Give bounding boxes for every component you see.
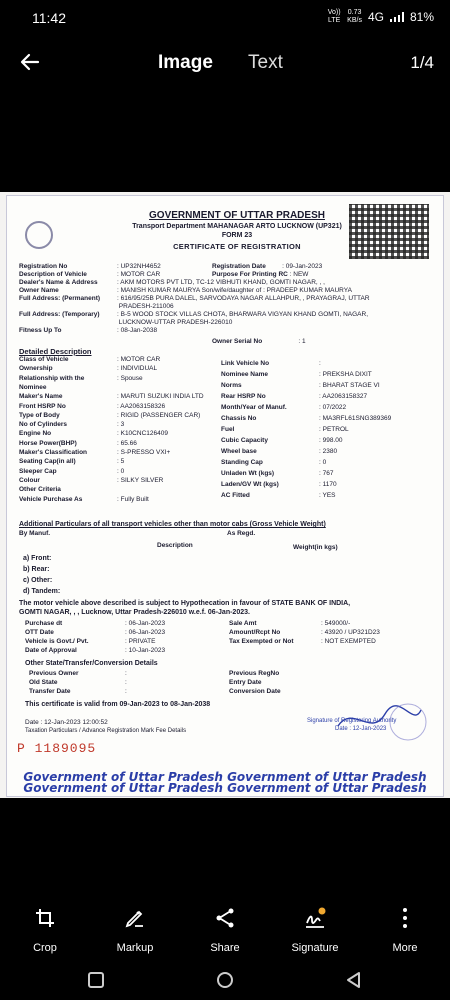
markup-label: Markup — [116, 942, 154, 954]
vehicle-detail-right-value: : AA2063158327 — [319, 393, 368, 400]
vehicle-detail-row — [19, 440, 137, 448]
network-type: 4G — [367, 10, 384, 24]
vehicle-detail-label: Colour — [19, 476, 40, 484]
vehicle-detail-right-label: Nominee Name — [221, 371, 268, 378]
vehicle-detail-right-label: Cubic Capacity — [221, 437, 268, 444]
vehicle-detail-right-row — [221, 360, 321, 368]
transfer-row — [29, 679, 127, 687]
reg-date-row — [212, 263, 322, 271]
vehicle-detail-row — [19, 412, 200, 420]
transfer-right-row — [229, 670, 321, 678]
vehicle-detail-row — [19, 496, 149, 504]
purpose-value: : NEW — [289, 271, 309, 278]
purchase-value: : 06-Jan-2023 — [125, 629, 166, 636]
vehicle-detail-right-value: : 767 — [319, 470, 334, 477]
vehicle-detail-right-label: AC Fitted — [221, 492, 250, 499]
share-button[interactable] — [185, 898, 265, 954]
purpose-label: Purpose For Printing RC — [212, 271, 288, 278]
status-icons — [327, 9, 434, 25]
vehicle-detail-right-row — [221, 459, 326, 467]
reg-detail-row — [19, 279, 325, 287]
markup-button[interactable] — [95, 898, 175, 954]
purchase-right-row — [229, 620, 350, 628]
purchase-row — [25, 629, 165, 637]
share-icon — [213, 906, 237, 930]
reg-detail-label: Full Address: (Permanent) — [19, 295, 101, 302]
vehicle-detail-right-label: Norms — [221, 382, 242, 389]
vehicle-detail-right-label: Wheel base — [221, 448, 257, 455]
description-col: Description — [157, 542, 193, 549]
vehicle-detail-value: : K10CNC126409 — [117, 430, 168, 438]
purchase-row — [25, 638, 155, 646]
vehicle-detail-label: Vehicle Purchase As — [19, 495, 83, 503]
vehicle-detail-label: No of Cylinders — [19, 421, 68, 429]
vehicle-detail-label: Horse Power(BHP) — [19, 439, 77, 447]
owner-serial-label: Owner Serial No — [212, 338, 263, 345]
signature-label: Signature of Registering Authority — [307, 718, 397, 724]
vehicle-detail-row — [19, 477, 163, 485]
crop-label: Crop — [33, 942, 57, 954]
signature-date: Date : 12-Jan-2023 — [335, 726, 387, 732]
vehicle-detail-right-row — [221, 437, 343, 445]
purchase-right-label: Amount/Rcpt No — [229, 629, 281, 636]
vehicle-detail-value: : 3 — [117, 421, 125, 429]
purchase-right-row — [229, 629, 380, 637]
volte-indicator: Vo)) LTE — [327, 9, 341, 24]
reg-detail-label: Owner Name — [19, 287, 59, 294]
vehicle-detail-row — [19, 468, 124, 476]
reg-detail-row — [19, 311, 368, 319]
back-arrow-icon[interactable] — [18, 50, 42, 74]
purchase-right-label: Tax Exempted or Not — [229, 638, 294, 645]
purchase-label: Date of Approval — [25, 647, 77, 654]
registration-certificate — [6, 195, 444, 797]
vehicle-detail-row — [19, 375, 143, 383]
purpose-row — [212, 271, 308, 279]
vehicle-detail-right-value: : PREKSHA DIXIT — [319, 371, 372, 378]
battery-level: 81% — [409, 10, 434, 24]
purchase-value: : 06-Jan-2023 — [125, 620, 166, 627]
purchase-value: : PRIVATE — [125, 638, 156, 645]
home-icon[interactable] — [215, 970, 235, 990]
vehicle-detail-right-value: : YES — [319, 492, 336, 499]
vehicle-detail-row — [19, 365, 157, 373]
vehicle-detail-right-value: : — [319, 360, 321, 367]
vehicle-detail-right-label: Chassis No — [221, 415, 257, 422]
axle-item: d) Tandem: — [23, 588, 61, 595]
vehicle-detail-row — [19, 356, 160, 364]
by-manuf: By Manuf. — [19, 530, 51, 537]
purchase-row — [25, 620, 165, 628]
vehicle-detail-value: : SILKY SILVER — [117, 476, 164, 484]
axle-item: b) Rear: — [23, 566, 50, 573]
vehicle-detail-row — [19, 449, 170, 457]
vehicle-detail-value: : MARUTI SUZUKI INDIA LTD — [117, 393, 204, 401]
reg-detail-value: PRADESH-211006 — [117, 303, 174, 310]
vehicle-detail-right-value: : 07/2022 — [319, 404, 347, 411]
reg-detail-row — [19, 287, 352, 295]
vehicle-detail-right-label: Standing Cap — [221, 459, 263, 466]
vehicle-detail-label: Class of Vehicle — [19, 356, 69, 363]
purchase-label: Vehicle is Govt./ Pvt. — [25, 638, 89, 645]
more-label: More — [392, 942, 418, 954]
as-regd: As Regd. — [227, 530, 256, 537]
transfer-value: : — [125, 688, 127, 695]
vehicle-detail-label: Sleeper Cap — [19, 467, 57, 475]
more-vertical-icon — [393, 906, 417, 930]
transfer-right-label: Entry Date — [229, 679, 262, 686]
vehicle-detail-value: : 0 — [117, 467, 125, 475]
share-label: Share — [210, 942, 240, 954]
vehicle-detail-right-label: Unladen Wt (kgs) — [221, 470, 275, 477]
reg-detail-value: LUCKNOW-UTTAR PRADESH-226010 — [117, 319, 233, 326]
vehicle-detail-right-value: : 998.00 — [319, 437, 343, 444]
purchase-right-label: Sale Amt — [229, 620, 257, 627]
vehicle-detail-right-row — [221, 371, 372, 379]
purchase-row — [25, 647, 165, 655]
vehicle-detail-right-label: Rear HSRP No — [221, 393, 266, 400]
purchase-value: : 10-Jan-2023 — [125, 647, 166, 654]
reg-detail-label: Fitness Up To — [19, 327, 62, 334]
vehicle-detail-right-row — [221, 404, 346, 412]
vehicle-detail-value: : Spouse — [117, 374, 143, 382]
reg-detail-value: : UP32NH4652 — [117, 263, 161, 270]
purchase-right-value: : 43920 / UP321D23 — [321, 629, 380, 636]
particulars-heading: Additional Particulars of all transport vehicles other than motor cabs (Gross Vehicle Weight) — [19, 521, 326, 528]
transfer-row — [29, 688, 127, 696]
vehicle-detail-label: Type of Body — [19, 411, 60, 419]
reg-detail-row — [19, 319, 232, 327]
vehicle-detail-right-row — [221, 426, 349, 434]
doc-cert-title: CERTIFICATE OF REGISTRATION — [173, 242, 301, 251]
print-date: Date : 12-Jan-2023 12:00:52 — [25, 719, 108, 726]
reg-detail-value: : MOTOR CAR — [117, 271, 161, 278]
tab-text[interactable]: Text — [248, 52, 283, 73]
vehicle-detail-right-label: Laden/GV Wt (kgs) — [221, 481, 279, 488]
purchase-label: Purchase dt — [25, 620, 63, 627]
signature-icon — [303, 906, 327, 930]
vehicle-detail-label: Seating Cap(in all) — [19, 458, 76, 466]
pen-icon — [123, 906, 147, 930]
vehicle-detail-label: Relationship with the — [19, 374, 85, 382]
reg-detail-value: : 08-Jan-2038 — [117, 327, 158, 334]
reg-detail-label: Registration No — [19, 263, 68, 270]
speed-unit: KB/s — [347, 17, 362, 24]
reg-date-value: : 09-Jan-2023 — [282, 263, 323, 270]
status-time: 11:42 — [32, 10, 66, 26]
certificate-serial: P 1189095 — [17, 741, 97, 756]
viewer-top-bar — [0, 40, 450, 86]
transfer-label: Old State — [29, 679, 58, 686]
vehicle-detail-right-row — [221, 415, 391, 423]
detailed-heading: Detailed Description — [19, 347, 92, 356]
vehicle-detail-right-value: : BHARAT STAGE VI — [319, 382, 380, 389]
vehicle-detail-row — [19, 393, 204, 401]
vehicle-detail-right-row — [221, 492, 336, 500]
vehicle-detail-right-row — [221, 393, 367, 401]
vehicle-detail-value: : Fully Built — [117, 495, 149, 503]
transfer-label: Previous Owner — [29, 670, 79, 677]
crop-button[interactable] — [5, 898, 85, 954]
vehicle-detail-right-row — [221, 481, 337, 489]
vehicle-detail-right-label: Link Vehicle No — [221, 360, 270, 367]
back-nav-icon[interactable] — [344, 970, 364, 990]
vehicle-detail-right-label: Month/Year of Manuf. — [221, 404, 287, 411]
reg-detail-label: Description of Vehicle — [19, 271, 87, 278]
vehicle-detail-row — [19, 430, 168, 438]
validity-text: This certificate is valid from 09-Jan-2023 to 08-Jan-2038 — [25, 701, 211, 708]
vehicle-detail-value: : RIGID (PASSENGER CAR) — [117, 411, 201, 419]
vehicle-detail-label: Ownership — [19, 365, 53, 373]
more-button[interactable] — [365, 898, 445, 954]
transfer-right-label: Conversion Date — [229, 688, 281, 695]
signal-icon — [390, 12, 404, 22]
taxation-text: Taxation Particulars / Advance Registration Mark Fee Details — [25, 728, 187, 734]
signature-button-label: Signature — [291, 942, 339, 954]
vehicle-detail-label: Other Criteria — [19, 486, 61, 494]
vehicle-detail-right-value: : 2380 — [319, 448, 338, 455]
vehicle-detail-right-value: : 0 — [319, 459, 327, 466]
doc-title: GOVERNMENT OF UTTAR PRADESH — [149, 210, 325, 221]
vehicle-detail-right-value: : MA3RFL61SNG389369 — [319, 415, 392, 422]
vehicle-detail-right-label: Fuel — [221, 426, 235, 433]
vehicle-detail-value: : 5 — [117, 458, 125, 466]
transfer-label: Transfer Date — [29, 688, 71, 695]
vehicle-detail-row — [19, 458, 124, 466]
reg-detail-row — [19, 295, 370, 303]
vehicle-detail-value: : 65.66 — [117, 439, 137, 447]
vehicle-detail-row — [19, 421, 124, 429]
status-bar — [0, 0, 450, 34]
doc-form: FORM 23 — [221, 232, 253, 239]
vehicle-detail-right-row — [221, 448, 337, 456]
reg-detail-value: : B-5 WOOD STOCK VILLAS CHOTA, BHARWARA VIGYAN KHAND GOMTI, NAGAR, — [117, 311, 369, 318]
reg-detail-label: Dealer's Name & Address — [19, 279, 98, 286]
vehicle-detail-value: : AA2063158326 — [117, 402, 166, 410]
reg-detail-row — [19, 327, 157, 335]
vehicle-detail-row — [19, 403, 165, 411]
vehicle-detail-value: : S-PRESSO VXI+ — [117, 449, 171, 456]
transfer-right-row — [229, 679, 321, 687]
vehicle-detail-right-row — [221, 382, 380, 390]
vehicle-detail-label: Front HSRP No — [19, 402, 66, 410]
vehicle-detail-right-value: : PETROL — [319, 426, 349, 433]
recents-icon[interactable] — [86, 970, 106, 990]
owner-serial-value: : 1 — [298, 338, 306, 345]
footer-line-2: Government of Uttar Pradesh Government of Uttar Pradesh — [23, 781, 427, 795]
emblem-logo — [25, 221, 53, 249]
reg-detail-value: : 616/95/25B PURA DALEL, SARVODAYA NAGAR ALLAHPUR, , PRAYAGRAJ, UTTAR — [117, 295, 370, 302]
hypothecation-line-2: GOMTI NAGAR, , , Lucknow, Uttar Pradesh-226010 w.e.f. 06-Jan-2023. — [19, 609, 250, 616]
hypothecation-line-1: The motor vehicle above described is subject to Hypothecation in favour of STATE BANK OF INDIA, — [19, 600, 351, 607]
reg-detail-value: : MANISH KUMAR MAURYA Son/wife/daughter of : PRADEEP KUMAR MAURYA — [117, 287, 352, 294]
vehicle-detail-right-row — [221, 470, 333, 478]
speed-value: 0.73 — [347, 9, 362, 16]
axle-item: a) Front: — [23, 555, 52, 562]
signature-button[interactable] — [275, 898, 355, 954]
vehicle-detail-row — [19, 384, 117, 392]
bottom-toolbar — [0, 898, 450, 958]
weight-col: Weight(in kgs) — [293, 544, 338, 551]
tab-image[interactable]: Image — [158, 52, 213, 73]
page-counter: 1/4 — [410, 53, 434, 72]
document-image-area[interactable] — [0, 192, 450, 798]
reg-detail-row — [19, 303, 174, 311]
footer-band — [7, 772, 443, 794]
purchase-right-value: : 549000/- — [321, 620, 351, 627]
transfer-value: : — [125, 670, 127, 677]
crop-icon — [33, 906, 57, 930]
vehicle-detail-label: Maker's Classification — [19, 449, 88, 456]
transfer-heading: Other State/Transfer/Conversion Details — [25, 660, 158, 667]
axle-item: c) Other: — [23, 577, 53, 584]
network-speed — [347, 9, 362, 25]
transfer-right-label: Previous RegNo — [229, 670, 280, 677]
vehicle-detail-value: : INDIVIDUAL — [117, 365, 158, 373]
purchase-right-row — [229, 638, 376, 646]
owner-serial-row — [212, 338, 306, 346]
doc-subtitle: Transport Department MAHANAGAR ARTO LUCKNOW (UP321) — [132, 223, 342, 230]
transfer-row — [29, 670, 127, 678]
footer-line-1: Government of Uttar Pradesh Government of Uttar Pradesh — [23, 770, 427, 784]
reg-date-label: Registration Date — [212, 263, 266, 270]
vehicle-detail-label: Nominee — [19, 383, 47, 391]
reg-detail-row — [19, 271, 160, 279]
vehicle-detail-label: Maker's Name — [19, 393, 63, 401]
vehicle-detail-value: : MOTOR CAR — [117, 356, 161, 363]
reg-detail-value: : AKM MOTORS PVT LTD, TC-12 VIBHUTI KHAND, GOMTI NAGAR, , , — [117, 279, 325, 286]
purchase-right-value: : NOT EXEMPTED — [321, 638, 376, 645]
transfer-value: : — [125, 679, 127, 686]
reg-detail-row — [19, 263, 161, 271]
vehicle-detail-row — [19, 486, 117, 494]
vehicle-detail-right-value: : 1170 — [319, 481, 337, 488]
reg-detail-label: Full Address: (Temporary) — [19, 311, 100, 318]
system-nav-bar — [0, 962, 450, 1000]
purchase-label: OTT Date — [25, 629, 54, 636]
transfer-right-row — [229, 688, 321, 696]
vehicle-detail-label: Engine No — [19, 430, 52, 438]
